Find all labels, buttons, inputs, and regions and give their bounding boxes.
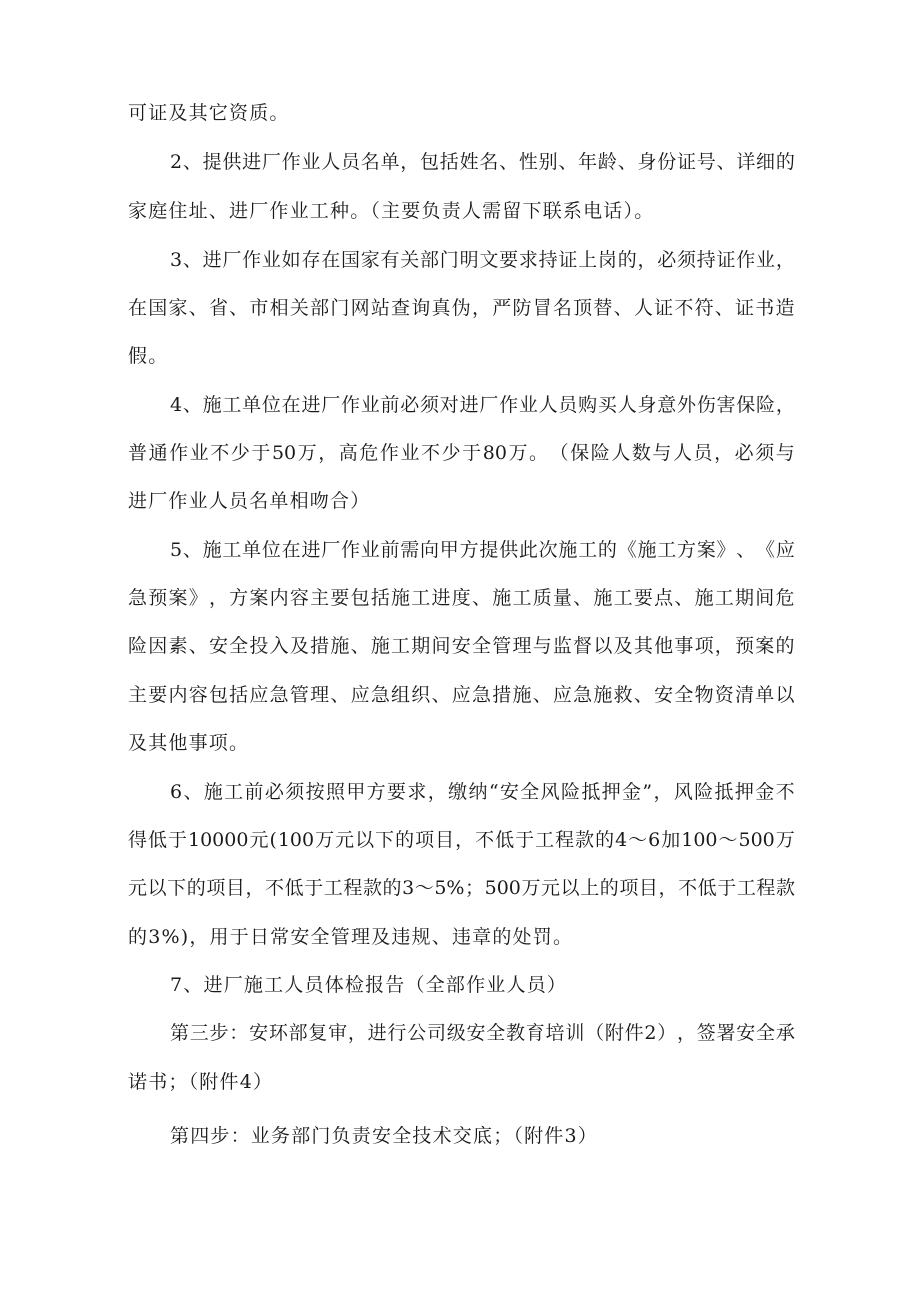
item-7-line-1: 7、进厂施工人员体检报告（全部作业人员） xyxy=(170,974,568,996)
item-6-line-2: 得 低 于 10000 元 ( 100 万 元 以 下 的 项 目 ， 不 低 于 工 程 款 的 4 ～ 6 加 100 ～ 500 万 xyxy=(128,829,795,851)
item-2-line-2: 家庭住址、进厂作业工种。（主要负责人需留下联系电话）。 xyxy=(128,200,655,222)
item-6-line-3: 元 以 下 的 项 目 ， 不 低 于 工 程 款 的 3 ～ 5% ； 500 万 元 以 上 的 项 目 ， 不 低 于 工 程 款 xyxy=(128,877,795,899)
item-4-line-1: 4 、 施 工 单 位 在 进 厂 作 业 前 必 须 对 进 厂 作 业 人 员 购 买 人 身 意 外 伤 害 保 险 ， xyxy=(170,394,795,416)
item-3-line-2: 在 国 家 、 省 、 市 相 关 部 门 网 站 查 询 真 伪 ， 严 防 冒 名 顶 替 、 人 证 不 符 、 证 书 造 xyxy=(128,297,795,319)
item-3-line-1: 3 、 进 厂 作 业 如 存 在 国 家 有 关 部 门 明 文 要 求 持 证 上 岗 的 ， 必 须 持 证 作 业 ， xyxy=(170,249,795,271)
step-3-line-1: 第 三 步 ： 安 环 部 复 审 ， 进 行 公 司 级 安 全 教 育 培 训 （ 附 件 2 ） ， 签 署 安 全 承 xyxy=(170,1022,795,1044)
step-4-line-1: 第四步：业务部门负责安全技术交底；（附件3） xyxy=(170,1125,598,1147)
step-3-line-2: 诺书；（附件4） xyxy=(128,1071,274,1093)
item-4-line-2: 普 通 作 业 不 少 于 50 万 ， 高 危 作 业 不 少 于 80 万 。 （ 保 险 人 数 与 人 员 ， 必 须 与 xyxy=(128,442,795,464)
item-5-line-1: 5 、 施 工 单 位 在 进 厂 作 业 前 需 向 甲 方 提 供 此 次 施 工 的 《 施 工 方 案 》 、 《 应 xyxy=(170,539,795,561)
item-5-line-3: 险 因 素 、 安 全 投 入 及 措 施 、 施 工 期 间 安 全 管 理 与 监 督 以 及 其 他 事 项 ， 预 案 的 xyxy=(128,635,795,657)
paragraph-continuation-line-1: 可证及其它资质。 xyxy=(128,102,290,124)
item-2-line-1: 2 、 提 供 进 厂 作 业 人 员 名 单 ， 包 括 姓 名 、 性 别 、 年 龄 、 身 份 证 号 、 详 细 的 xyxy=(170,151,795,173)
item-3-line-3: 假。 xyxy=(128,345,169,367)
item-5-line-4: 主 要 内 容 包 括 应 急 管 理 、 应 急 组 织 、 应 急 措 施 、 应 急 施 救 、 安 全 物 资 清 单 以 xyxy=(128,684,795,706)
item-5-line-5: 及其他事项。 xyxy=(128,732,250,754)
item-6-line-1: 6 、 施 工 前 必 须 按 照 甲 方 要 求 ， 缴 纳 “ 安 全 风 险 抵 押 金 ” ， 风 险 抵 押 金 不 xyxy=(170,781,795,803)
item-4-line-3: 进厂作业人员名单相吻合） xyxy=(128,490,371,512)
item-6-line-4: 的3%)，用于日常安全管理及违规、违章的处罚。 xyxy=(128,926,574,948)
item-5-line-2: 急 预 案 》 ， 方 案 内 容 主 要 包 括 施 工 进 度 、 施 工 质 量 、 施 工 要 点 、 施 工 期 间 危 xyxy=(128,587,795,609)
